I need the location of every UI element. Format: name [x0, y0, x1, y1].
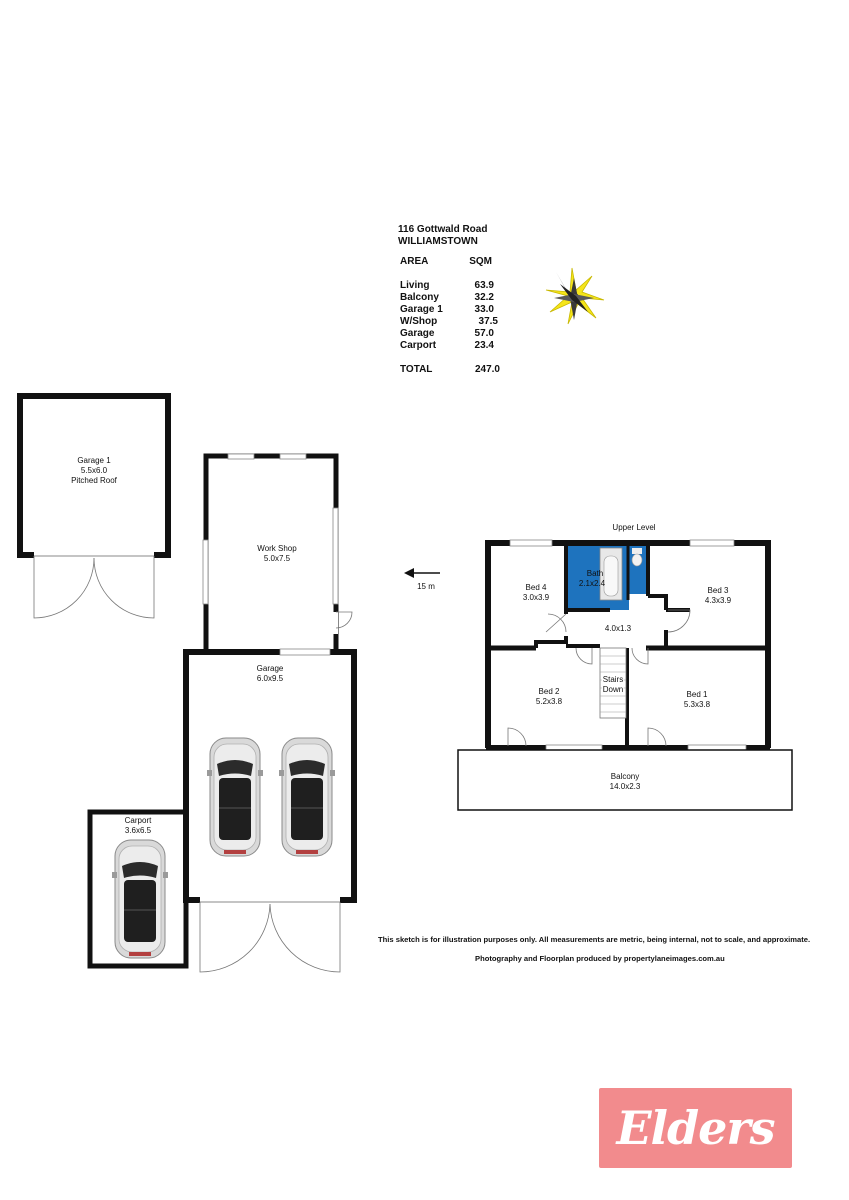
room-name: Work Shop	[257, 544, 297, 553]
room-size: 5.0x7.5	[263, 554, 291, 563]
elders-logo-text: Elders	[616, 1101, 775, 1155]
room-name: Bed 1	[686, 690, 708, 699]
col-area: AREA	[400, 256, 429, 267]
area-row-value: 32.2	[474, 292, 494, 303]
room-name: Garage 1	[77, 456, 111, 465]
room-size: 5.2x3.8	[535, 697, 563, 706]
room-size: 5.3x3.8	[683, 700, 711, 709]
area-row-label: Carport	[400, 340, 437, 351]
arrow-left-icon	[404, 568, 440, 578]
room-name: Carport	[124, 816, 152, 825]
area-total-value: 247.0	[474, 364, 500, 375]
room-name: Balcony	[610, 772, 640, 781]
room-name: Garage	[256, 664, 284, 673]
area-row-label: Balcony	[400, 292, 439, 303]
col-sqm: SQM	[469, 256, 492, 267]
room-bed-1	[684, 690, 710, 710]
disclaimer-text: This sketch is for illustration purposes only. All measurements are metric, being internal, not to scale, and approximate.	[378, 935, 811, 944]
area-row-label: Garage	[400, 328, 435, 339]
room-name: Bath	[586, 569, 604, 578]
upper-level-title: Upper Level	[612, 523, 656, 532]
room-bath	[579, 569, 605, 589]
room-carport	[125, 816, 152, 836]
room-size: 3.0x3.9	[522, 593, 550, 602]
garage-1-structure	[20, 396, 168, 618]
area-row-label: Living	[400, 280, 430, 291]
car-icon	[112, 840, 168, 958]
room-name: Bed 4	[525, 583, 547, 592]
upper-level-structure	[458, 540, 792, 810]
room-hall: 4.0x1.3	[604, 624, 632, 633]
elders-logo	[599, 1088, 792, 1168]
stairs-label	[602, 675, 624, 695]
compass-icon	[546, 268, 604, 324]
room-size: 3.6x6.5	[124, 826, 152, 835]
distance-label: 15 m	[417, 582, 435, 591]
area-row-label: W/Shop	[400, 316, 438, 327]
address-street: 116 Gottwald Road	[398, 224, 488, 235]
room-balcony	[610, 772, 641, 792]
room-bed-2	[536, 687, 562, 707]
area-row-value: 33.0	[474, 304, 494, 315]
stairs-line-2: Down	[602, 685, 624, 694]
room-garage-1	[71, 456, 117, 486]
room-bed-3	[705, 586, 731, 606]
area-row-value: 57.0	[474, 328, 494, 339]
car-icon	[207, 738, 263, 856]
stairs-line-1: Stairs	[602, 675, 624, 684]
area-row-value: 63.9	[474, 280, 494, 291]
room-note: Pitched Roof	[71, 476, 117, 485]
room-name: Bed 2	[538, 687, 560, 696]
area-row-label: Garage 1	[400, 304, 443, 315]
address-suburb: WILLIAMSTOWN	[398, 236, 478, 247]
area-total-label: TOTAL	[400, 364, 433, 375]
room-garage	[257, 664, 284, 684]
room-workshop	[257, 544, 296, 564]
garage-structure	[186, 649, 354, 972]
room-size: 4.3x3.9	[704, 596, 732, 605]
area-row-value: 23.4	[474, 340, 494, 351]
car-icon	[279, 738, 335, 856]
room-size: 2.1x2.4	[578, 579, 606, 588]
credit-text: Photography and Floorplan produced by propertylaneimages.com.au	[475, 954, 725, 963]
room-name: Bed 3	[707, 586, 729, 595]
area-row-value: 37.5	[478, 316, 498, 327]
room-size: 14.0x2.3	[609, 782, 641, 791]
room-size: 5.5x6.0	[80, 466, 108, 475]
room-size: 6.0x9.5	[256, 674, 284, 683]
room-bed-4	[523, 583, 549, 603]
